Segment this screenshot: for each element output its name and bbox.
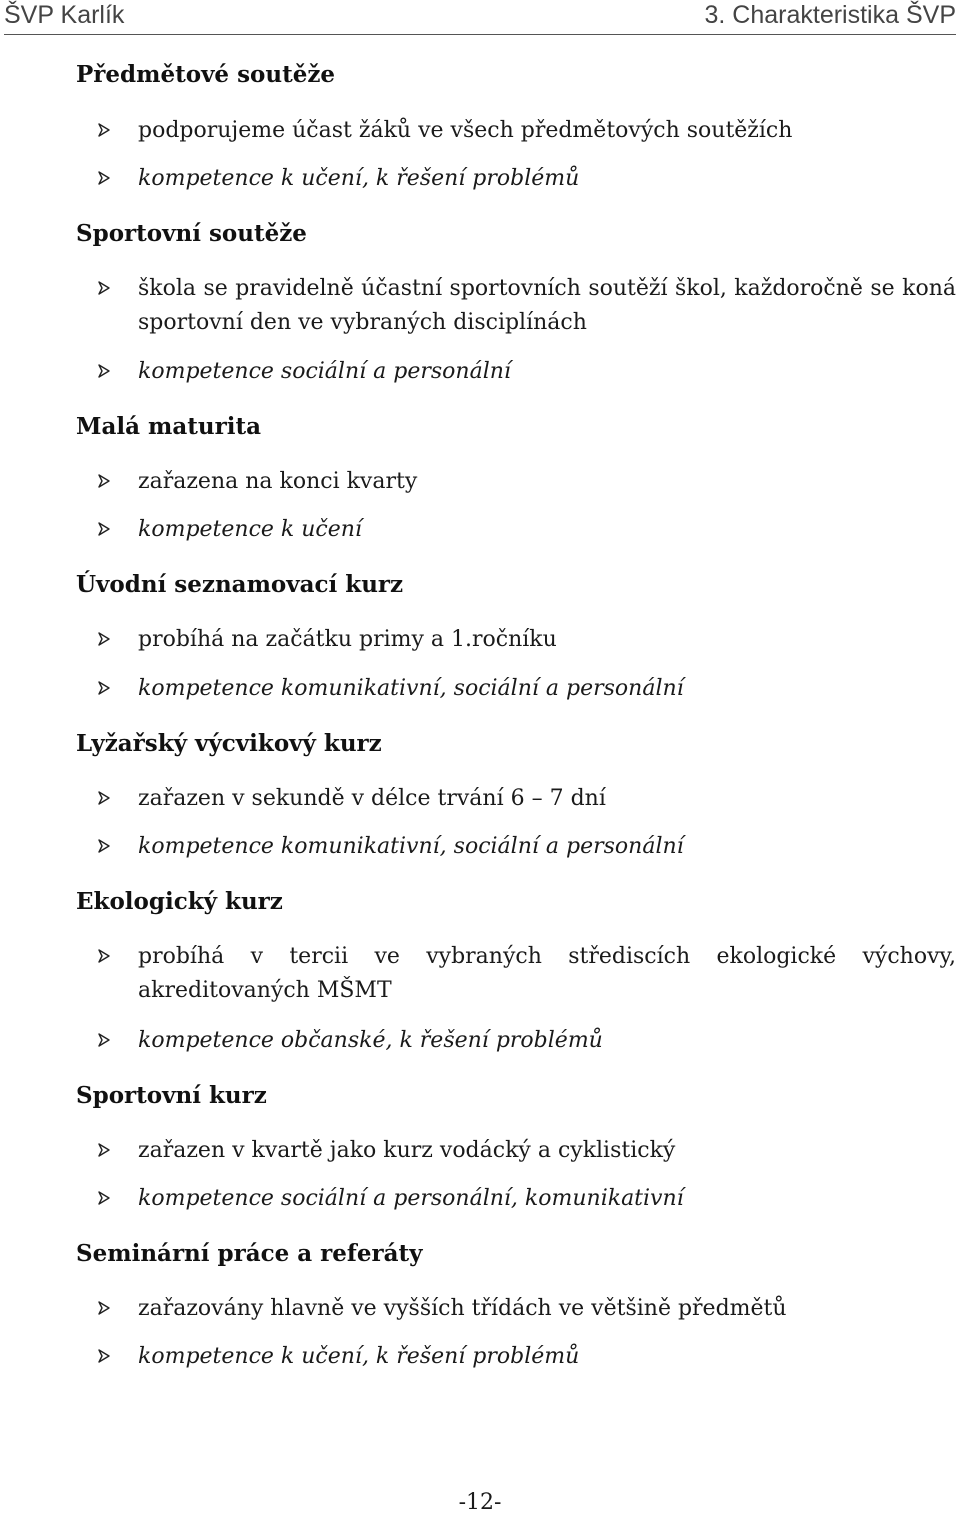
page-number: -12- bbox=[458, 1490, 502, 1515]
competence-text: kompetence občanské, k řešení problémů bbox=[138, 1028, 603, 1053]
section-heading: Předmětové soutěže bbox=[76, 61, 336, 88]
arrow-bullet-icon bbox=[97, 1033, 111, 1047]
arrow-bullet-icon bbox=[97, 1191, 111, 1205]
list-item-text: zařazen v sekundě v délce trvání 6 – 7 dní bbox=[138, 786, 606, 811]
arrow-bullet-icon bbox=[97, 632, 111, 646]
list-item-text: škola se pravidelně účastní sportovních soutěží škol, každoročně se koná sportovní den ve vybraných disciplínách bbox=[138, 276, 956, 335]
section-heading: Lyžařský výcvikový kurz bbox=[76, 730, 382, 757]
arrow-bullet-icon bbox=[97, 1301, 111, 1315]
list-item-text: zařazovány hlavně ve vyšších třídách ve většině předmětů bbox=[138, 1296, 787, 1321]
competence-text: kompetence k učení, k řešení problémů bbox=[138, 1344, 580, 1369]
list-item-text: probíhá v tercii ve vybraných střediscích ekologické výchovy, akreditovaných MŠMT bbox=[138, 944, 956, 1003]
arrow-bullet-icon bbox=[97, 681, 111, 695]
list-item-text: probíhá na začátku primy a 1.ročníku bbox=[138, 627, 557, 652]
arrow-bullet-icon bbox=[97, 522, 111, 536]
list-item-text: zařazena na konci kvarty bbox=[138, 469, 418, 494]
arrow-bullet-icon bbox=[97, 281, 111, 295]
competence-text: kompetence sociální a personální, komunikativní bbox=[138, 1186, 684, 1211]
competence-text: kompetence komunikativní, sociální a personální bbox=[138, 834, 684, 859]
competence-text: kompetence k učení bbox=[138, 517, 362, 542]
page-header bbox=[4, 0, 956, 35]
section-heading: Sportovní soutěže bbox=[76, 220, 307, 247]
arrow-bullet-icon bbox=[97, 364, 111, 378]
section-heading: Seminární práce a referáty bbox=[76, 1240, 423, 1267]
arrow-bullet-icon bbox=[97, 839, 111, 853]
header-chapter-title: 3. Charakteristika ŠVP bbox=[704, 1, 956, 29]
arrow-bullet-icon bbox=[97, 1349, 111, 1363]
arrow-bullet-icon bbox=[97, 123, 111, 137]
section-heading: Ekologický kurz bbox=[76, 888, 283, 915]
competence-text: kompetence komunikativní, sociální a personální bbox=[138, 676, 684, 701]
list-item-text: podporujeme účast žáků ve všech předmětových soutěžích bbox=[138, 118, 793, 143]
arrow-bullet-icon bbox=[97, 474, 111, 488]
competence-text: kompetence sociální a personální bbox=[138, 359, 511, 384]
header-school-name: ŠVP Karlík bbox=[4, 1, 125, 29]
section-heading: Malá maturita bbox=[76, 413, 261, 440]
arrow-bullet-icon bbox=[97, 791, 111, 805]
competence-text: kompetence k učení, k řešení problémů bbox=[138, 166, 580, 191]
arrow-bullet-icon bbox=[97, 1143, 111, 1157]
section-heading: Sportovní kurz bbox=[76, 1082, 267, 1109]
section-heading: Úvodní seznamovací kurz bbox=[76, 571, 404, 598]
arrow-bullet-icon bbox=[97, 949, 111, 963]
list-item-text: zařazen v kvartě jako kurz vodácký a cyklistický bbox=[138, 1138, 676, 1163]
arrow-bullet-icon bbox=[97, 171, 111, 185]
